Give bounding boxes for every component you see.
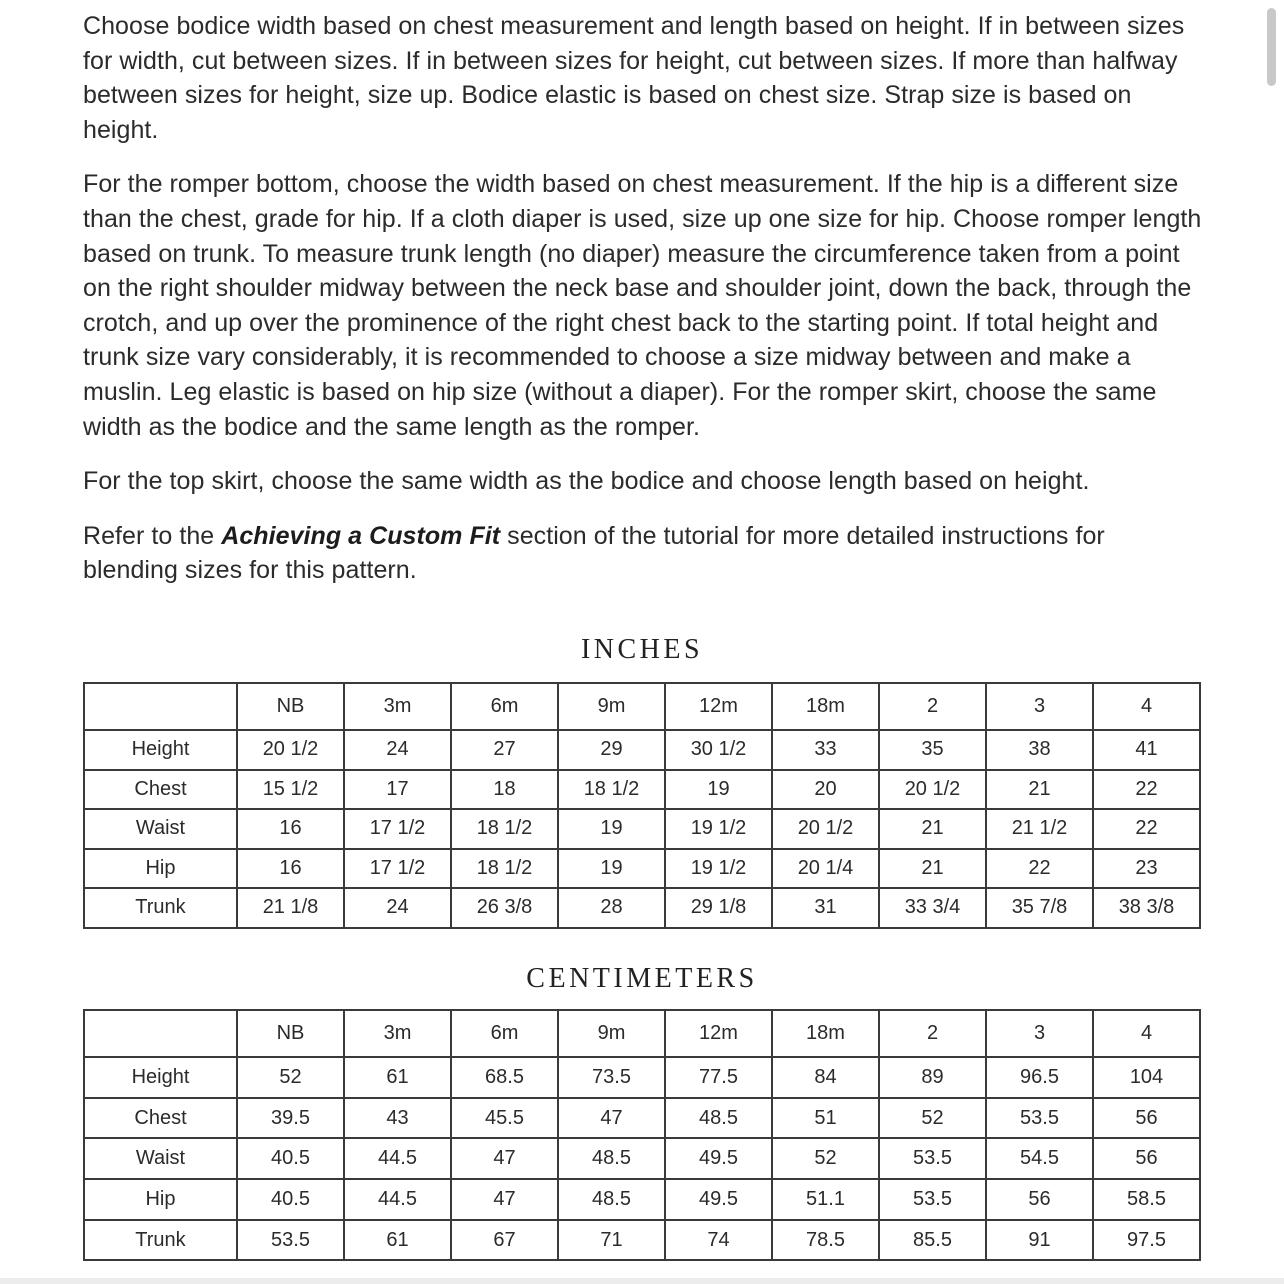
measurement-value: 18 1/2 xyxy=(558,770,665,810)
table-row xyxy=(84,1179,1200,1220)
size-header-cell: 18m xyxy=(772,1010,879,1057)
measurement-value: 96.5 xyxy=(986,1057,1093,1098)
measurement-label: Height xyxy=(84,730,237,770)
measurement-value: 38 xyxy=(986,730,1093,770)
measurement-value: 19 xyxy=(558,809,665,849)
custom-fit-reference xyxy=(83,519,1203,588)
measurement-value: 20 1/2 xyxy=(237,730,344,770)
measurement-value: 49.5 xyxy=(665,1138,772,1179)
measurement-value: 21 xyxy=(879,809,986,849)
measurement-value: 47 xyxy=(451,1138,558,1179)
measurement-value: 24 xyxy=(344,730,451,770)
romper-instructions: For the romper bottom, choose the width based on chest measurement. If the hip is a different size than the chest, grade for hip. If a cloth diaper is used, size up one size for hip. Choose romper length based on trunk. To measure trunk length (no diaper) measure the circumference taken from a point on the right shoulder midway between the neck base and shoulder joint, down the back, through the crotch, and up over the prominence of the right chest back to the starting point. If total height and trunk size vary considerably, it is recommended to choose a size midway between and make a muslin. Leg elastic is based on hip size (without a diaper). For the romper skirt, choose the same width as the bodice and the same length as the romper. xyxy=(83,170,1202,441)
measurement-value: 56 xyxy=(1093,1138,1200,1179)
size-header-cell: 9m xyxy=(558,1010,665,1057)
measurement-value: 53.5 xyxy=(986,1098,1093,1139)
measurement-value: 53.5 xyxy=(879,1138,986,1179)
measurement-value: 51 xyxy=(772,1098,879,1139)
measurement-value: 97.5 xyxy=(1093,1220,1200,1261)
measurement-value: 44.5 xyxy=(344,1179,451,1220)
measurement-value: 56 xyxy=(986,1179,1093,1220)
table-row xyxy=(84,730,1200,770)
bodice-instructions: Choose bodice width based on chest measurement and length based on height. If in between sizes for width, cut between sizes. If in between sizes for height, cut between sizes. If more than halfway between sizes for height, size up. Bodice elastic is based on chest size. Strap size is based on height. xyxy=(83,12,1185,144)
size-header-cell: 9m xyxy=(558,683,665,730)
measurement-value: 17 1/2 xyxy=(344,809,451,849)
size-header-cell: 4 xyxy=(1093,1010,1200,1057)
size-header-cell: 12m xyxy=(665,1010,772,1057)
measurement-value: 71 xyxy=(558,1220,665,1261)
measurement-value: 40.5 xyxy=(237,1179,344,1220)
measurement-label: Waist xyxy=(84,809,237,849)
measurement-value: 21 xyxy=(986,770,1093,810)
measurement-value: 27 xyxy=(451,730,558,770)
measurement-value: 48.5 xyxy=(558,1138,665,1179)
top-skirt-instructions: For the top skirt, choose the same width as the bodice and choose length based on height. xyxy=(83,467,1090,496)
measurement-value: 78.5 xyxy=(772,1220,879,1261)
measurement-label: Chest xyxy=(84,770,237,810)
measurement-label: Hip xyxy=(84,849,237,889)
measurement-value: 41 xyxy=(1093,730,1200,770)
table-row xyxy=(84,849,1200,889)
measurement-value: 22 xyxy=(1093,809,1200,849)
corner-cell xyxy=(84,683,237,730)
measurement-value: 77.5 xyxy=(665,1057,772,1098)
measurement-value: 20 1/2 xyxy=(879,770,986,810)
measurement-value: 48.5 xyxy=(558,1179,665,1220)
measurement-value: 40.5 xyxy=(237,1138,344,1179)
measurement-value: 47 xyxy=(451,1179,558,1220)
measurement-value: 33 xyxy=(772,730,879,770)
measurement-value: 28 xyxy=(558,888,665,928)
size-header-cell: 18m xyxy=(772,683,879,730)
bottom-edge xyxy=(0,1278,1284,1284)
measurement-value: 35 7/8 xyxy=(986,888,1093,928)
measurement-value: 85.5 xyxy=(879,1220,986,1261)
measurement-value: 21 xyxy=(879,849,986,889)
measurement-label: Chest xyxy=(84,1098,237,1139)
size-header-row xyxy=(84,683,1200,730)
size-header-cell: 2 xyxy=(879,1010,986,1057)
centimeters-heading: CENTIMETERS xyxy=(526,963,758,994)
measurement-value: 104 xyxy=(1093,1057,1200,1098)
centimeters-size-table xyxy=(83,1009,1201,1261)
measurement-value: 22 xyxy=(1093,770,1200,810)
measurement-label: Trunk xyxy=(84,1220,237,1261)
size-header-cell: 4 xyxy=(1093,683,1200,730)
measurement-value: 17 1/2 xyxy=(344,849,451,889)
measurement-value: 19 xyxy=(665,770,772,810)
measurement-value: 35 xyxy=(879,730,986,770)
measurement-value: 23 xyxy=(1093,849,1200,889)
size-header-cell: 2 xyxy=(879,683,986,730)
refer-text-before: Refer to the xyxy=(83,521,222,550)
measurement-value: 19 xyxy=(558,849,665,889)
measurement-value: 73.5 xyxy=(558,1057,665,1098)
table-row xyxy=(84,1098,1200,1139)
measurement-value: 61 xyxy=(344,1057,451,1098)
size-header-cell: 6m xyxy=(451,1010,558,1057)
vertical-scrollbar[interactable] xyxy=(1266,0,1276,1284)
measurement-value: 91 xyxy=(986,1220,1093,1261)
measurement-label: Trunk xyxy=(84,888,237,928)
measurement-value: 18 xyxy=(451,770,558,810)
measurement-label: Hip xyxy=(84,1179,237,1220)
measurement-value: 52 xyxy=(772,1138,879,1179)
measurement-value: 24 xyxy=(344,888,451,928)
size-header-cell: 3m xyxy=(344,683,451,730)
custom-fit-section-name: Achieving a Custom Fit xyxy=(221,521,501,550)
measurement-value: 67 xyxy=(451,1220,558,1261)
measurement-value: 16 xyxy=(237,809,344,849)
measurement-value: 21 1/2 xyxy=(986,809,1093,849)
measurement-value: 47 xyxy=(558,1098,665,1139)
measurement-value: 54.5 xyxy=(986,1138,1093,1179)
measurement-value: 30 1/2 xyxy=(665,730,772,770)
measurement-value: 29 xyxy=(558,730,665,770)
measurement-value: 49.5 xyxy=(665,1179,772,1220)
size-header-cell: 6m xyxy=(451,683,558,730)
measurement-value: 89 xyxy=(879,1057,986,1098)
measurement-value: 33 3/4 xyxy=(879,888,986,928)
measurement-value: 52 xyxy=(237,1057,344,1098)
inches-heading: INCHES xyxy=(580,634,704,665)
measurement-label: Waist xyxy=(84,1138,237,1179)
table-row xyxy=(84,1138,1200,1179)
scrollbar-thumb[interactable] xyxy=(1267,8,1276,86)
measurement-value: 53.5 xyxy=(237,1220,344,1261)
measurement-value: 17 xyxy=(344,770,451,810)
size-header-row xyxy=(84,1010,1200,1057)
measurement-value: 31 xyxy=(772,888,879,928)
measurement-value: 43 xyxy=(344,1098,451,1139)
size-header-cell: 3 xyxy=(986,683,1093,730)
measurement-value: 38 3/8 xyxy=(1093,888,1200,928)
measurement-value: 21 1/8 xyxy=(237,888,344,928)
measurement-value: 16 xyxy=(237,849,344,889)
measurement-value: 45.5 xyxy=(451,1098,558,1139)
measurement-value: 44.5 xyxy=(344,1138,451,1179)
measurement-value: 61 xyxy=(344,1220,451,1261)
measurement-value: 56 xyxy=(1093,1098,1200,1139)
measurement-value: 58.5 xyxy=(1093,1179,1200,1220)
table-row xyxy=(84,1220,1200,1261)
size-header-cell: NB xyxy=(237,683,344,730)
measurement-value: 22 xyxy=(986,849,1093,889)
measurement-value: 26 3/8 xyxy=(451,888,558,928)
measurement-value: 18 1/2 xyxy=(451,809,558,849)
measurement-value: 20 xyxy=(772,770,879,810)
instructions-text xyxy=(83,9,1203,608)
measurement-value: 68.5 xyxy=(451,1057,558,1098)
corner-cell xyxy=(84,1010,237,1057)
inches-size-table xyxy=(83,682,1201,929)
measurement-value: 52 xyxy=(879,1098,986,1139)
size-header-cell: 12m xyxy=(665,683,772,730)
table-row xyxy=(84,809,1200,849)
table-row xyxy=(84,888,1200,928)
measurement-label: Height xyxy=(84,1057,237,1098)
measurement-value: 84 xyxy=(772,1057,879,1098)
measurement-value: 19 1/2 xyxy=(665,849,772,889)
measurement-value: 51.1 xyxy=(772,1179,879,1220)
measurement-value: 20 1/2 xyxy=(772,809,879,849)
size-header-cell: NB xyxy=(237,1010,344,1057)
measurement-value: 29 1/8 xyxy=(665,888,772,928)
measurement-value: 20 1/4 xyxy=(772,849,879,889)
measurement-value: 74 xyxy=(665,1220,772,1261)
measurement-value: 15 1/2 xyxy=(237,770,344,810)
measurement-value: 48.5 xyxy=(665,1098,772,1139)
refer-text-after: section of the tutorial for more detailed instructions for blending sizes for this pattern. xyxy=(83,521,1105,585)
measurement-value: 53.5 xyxy=(879,1179,986,1220)
measurement-value: 18 1/2 xyxy=(451,849,558,889)
size-header-cell: 3 xyxy=(986,1010,1093,1057)
measurement-value: 39.5 xyxy=(237,1098,344,1139)
table-row xyxy=(84,770,1200,810)
size-header-cell: 3m xyxy=(344,1010,451,1057)
measurement-value: 19 1/2 xyxy=(665,809,772,849)
table-row xyxy=(84,1057,1200,1098)
